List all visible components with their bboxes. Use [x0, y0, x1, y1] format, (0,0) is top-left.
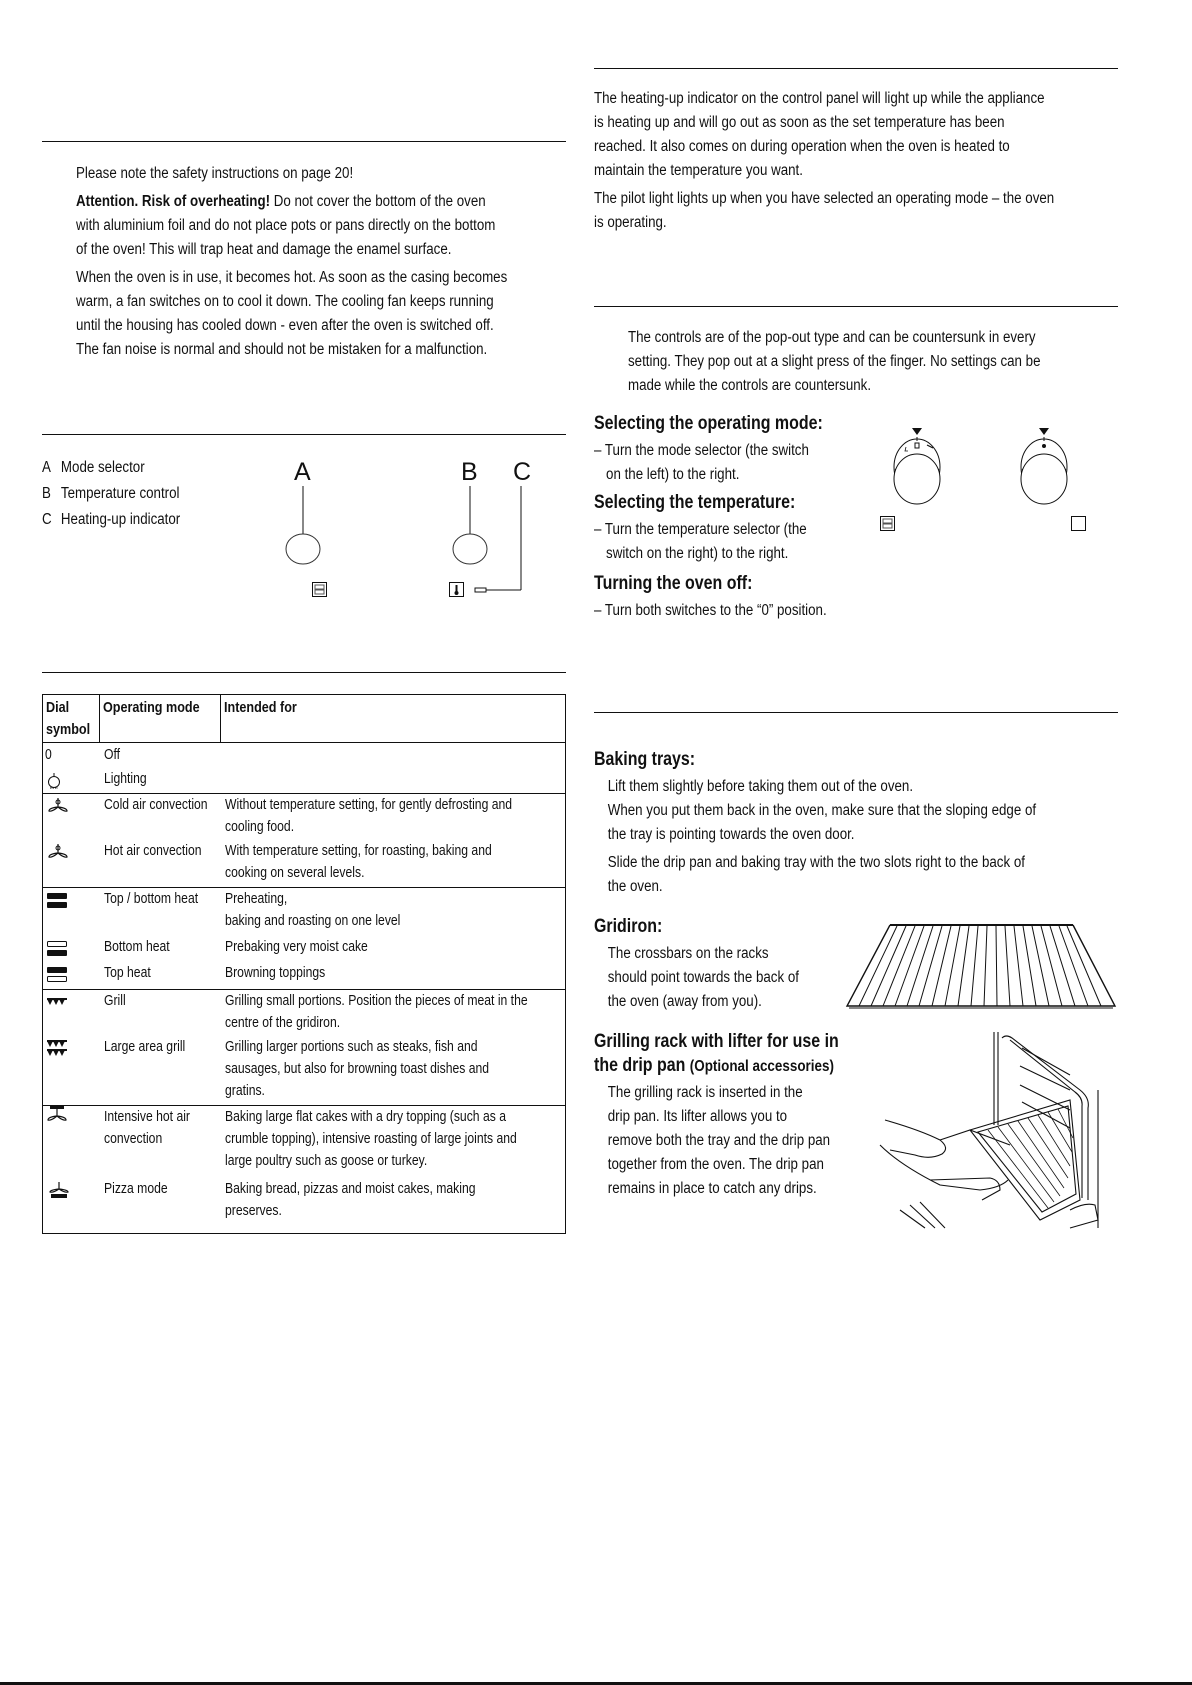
pizza-mode-icon [49, 1182, 73, 1200]
section-rule-modes [42, 672, 566, 673]
operation-steps: Selecting the operating mode: – Turn the mode selector (the switch on the left) to the right. Selecting the temperature: – Turn the temperature selector (the switch on the right) to the right. Turning the oven off: – Turn both switches to the “0” position. [594, 413, 827, 619]
table-header [43, 695, 565, 743]
controls-legend [42, 455, 180, 533]
mode-heading: Selecting the operating mode: [594, 413, 823, 434]
gridiron-illustration-icon [845, 922, 1117, 1014]
grilling-rack-section: Grilling rack with lifter for use in the drip pan (Optional accessories) The grilling rack is inserted in the drip pan. Its lifter allows you to remove both the tray and the drip pan together from the oven. The drip pan remains in place to catch any drips. [594, 1031, 839, 1197]
oven-mode-symbol-icon [312, 582, 327, 597]
grill-icon [47, 994, 71, 1012]
accessories-section: Baking trays: Lift them slightly before taking them out of the oven. When you put them back in the oven, make sure that the sloping edge of the tray is pointing towards the oven door. Slide the drip pan and baking tray with the two slots right to the back of the oven. [594, 749, 1037, 895]
table-row: Hot air convection With temperature setting, for roasting, baking and cooking on several levels. [43, 840, 565, 886]
control-panel-diagram [250, 450, 550, 610]
label-a: A [294, 458, 311, 486]
top-heat-icon [47, 966, 71, 984]
section-rule-operation [594, 306, 1118, 307]
grilling-rack-heading-line2: the drip pan (Optional accessories) [594, 1055, 834, 1076]
optional-accessories-note: (Optional accessories) [689, 1058, 834, 1075]
attention-paragraph: Attention. Risk of overheating! Do not cover the bottom of the oven [76, 193, 486, 210]
panel-lines-icon [250, 450, 550, 610]
oven-drip-pan-illustration-icon [870, 1030, 1120, 1230]
header-dial-symbol: Dial symbol [46, 699, 91, 738]
fan-icon [47, 798, 71, 816]
table-row: Bottom heat Prebaking very moist cake [43, 936, 565, 962]
thermometer-icon [449, 582, 464, 597]
table-row: Grill Grilling small portions. Position the pieces of meat in the centre of the gridiron. [43, 990, 565, 1036]
table-row: 0 Off [43, 744, 565, 768]
label-b: B [461, 458, 478, 486]
table-row: Large area grill Grilling larger portions such as steaks, fish and sausages, but also for browning toast dishes and gratins. [43, 1036, 565, 1104]
fan-icon [47, 844, 71, 862]
grilling-rack-heading-line1: Grilling rack with lifter for use in [594, 1031, 839, 1052]
operating-modes-table [42, 694, 566, 1234]
table-row: Top heat Browning toppings [43, 962, 565, 988]
section-rule-controls [42, 434, 566, 435]
label-c: C [513, 458, 532, 486]
indicator-section: The heating-up indicator on the control panel will light up while the appliance is heating up and will go out as soon as the set temperature has been reached. It also comes on during operation when the oven is heated to maintain the temperature you want. The pilot light lights up when you have selected an operating mode – the oven is operating. [594, 90, 1055, 231]
header-intended-for: Intended for [224, 699, 297, 716]
legend-item-b: B Temperature control [42, 485, 180, 502]
off-heading: Turning the oven off: [594, 573, 753, 594]
table-row: Intensive hot air convection Baking large flat cakes with a dry topping (such as a crumble topping), intensive roasting of large joints and large poultry such as goose or turkey. [43, 1106, 565, 1178]
bottom-heat-icon [47, 940, 71, 958]
attention-label: Attention. Risk of overheating! [76, 193, 271, 210]
temperature-heading: Selecting the temperature: [594, 492, 796, 513]
table-row: Cold air convection Without temperature setting, for gently defrosting and cooling food. [43, 794, 565, 840]
table-row: Pizza mode Baking bread, pizzas and moist cakes, making preserves. [43, 1178, 565, 1228]
legend-item-c: C Heating-up indicator [42, 511, 181, 528]
legend-item-a: A Mode selector [42, 459, 145, 476]
safety-section: Please note the safety instructions on page 20! Attention. Risk of overheating! Do not cover the bottom of the oven with aluminium foil and do not place pots or pans directly on the bottom of the oven! This will trap heat and damage the enamel surface. When the oven is in use, it becomes hot. As soon as the casing becomes warm, a fan switches on to cool it down. The cooling fan keeps running until the housing has cooled down - even after the oven is switched off. The fan noise is normal and should not be mistaken for a malfunction. [76, 162, 507, 362]
controls-intro: The controls are of the pop-out type and can be countersunk in every setting. They pop out at a slight press of the finger. No settings can be made while the controls are countersunk. [628, 329, 1041, 394]
safety-note: Please note the safety instructions on page 20! [76, 165, 354, 182]
gridiron-heading: Gridiron: [594, 916, 663, 937]
fan-paragraph: When the oven is in use, it becomes hot. As soon as the casing becomes [76, 269, 508, 286]
section-rule-accessories [594, 712, 1118, 713]
header-operating-mode: Operating mode [103, 699, 200, 716]
lamp-icon [47, 772, 71, 790]
table-row: Top / bottom heat Preheating, baking and roasting on one level [43, 888, 565, 934]
gridiron-section: Gridiron: The crossbars on the racks should point towards the back of the oven (away from you). [594, 916, 799, 1010]
baking-trays-heading: Baking trays: [594, 749, 696, 770]
table-row: Lighting [43, 768, 565, 792]
off-zero-icon: 0 [45, 747, 52, 763]
intensive-hot-air-icon [47, 1106, 71, 1124]
section-rule-safety [42, 141, 566, 142]
top-bottom-heat-icon [47, 892, 71, 910]
large-grill-icon [47, 1040, 71, 1058]
section-rule-indicator [594, 68, 1118, 69]
knob-diagram-icon [870, 415, 1100, 535]
